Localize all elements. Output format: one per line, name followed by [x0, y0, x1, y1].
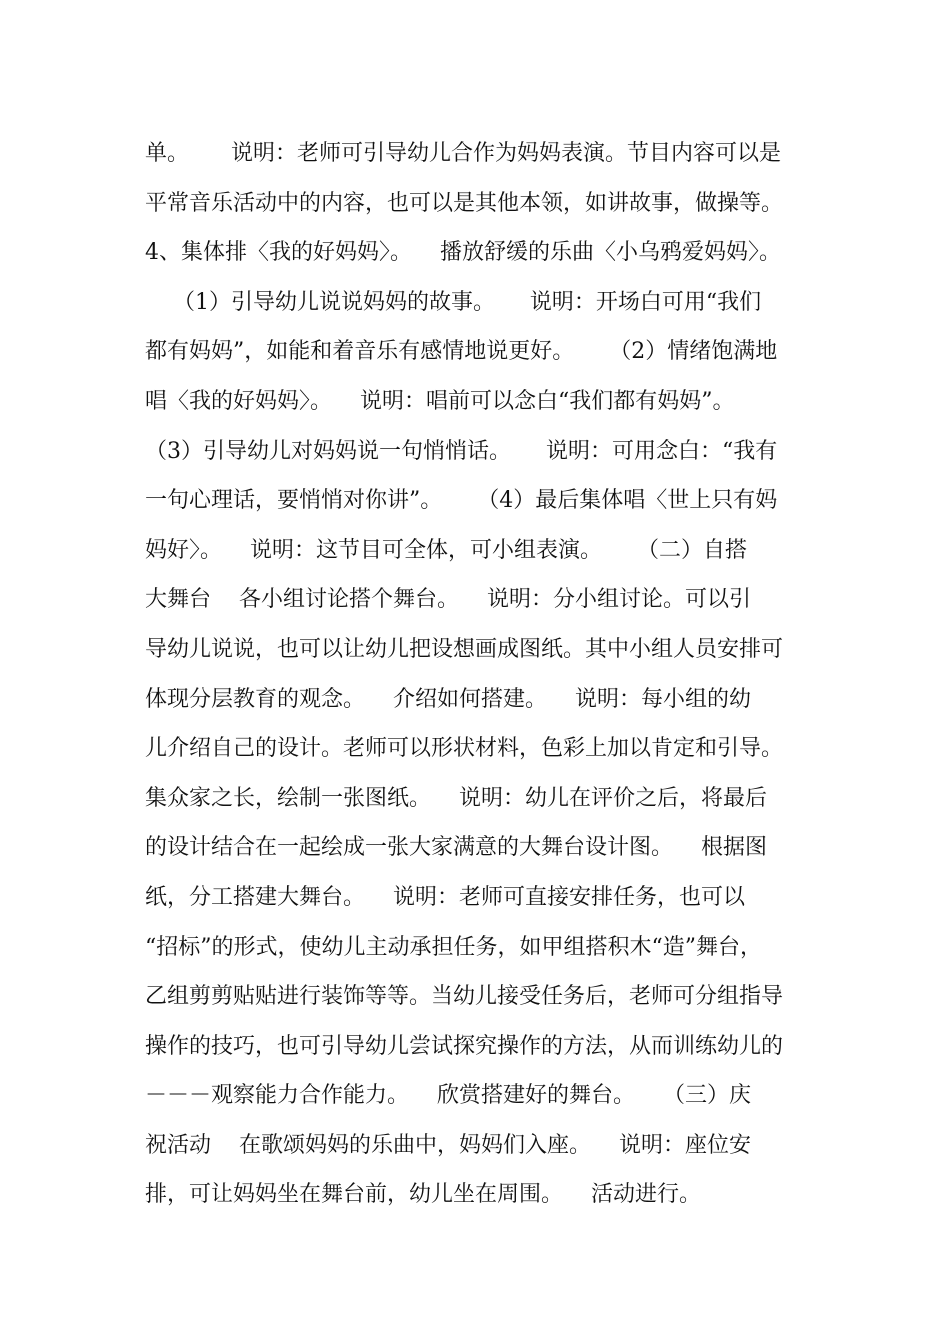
text-line: 的设计结合在一起绘成一张大家满意的大舞台设计图。 根据图 — [145, 835, 767, 861]
text-line: －－－观察能力合作能力。 欣赏搭建好的舞台。 （三）庆 — [145, 1083, 751, 1109]
text-line: “招标”的形式，使幼儿主动承担任务，如甲组搭积木“造”舞台， — [145, 934, 762, 960]
text-line: 平常音乐活动中的内容，也可以是其他本领，如讲故事，做操等。 — [145, 190, 784, 216]
text-line: （3）引导幼儿对妈妈说一句悄悄话。 说明：可用念白：“我有 — [145, 438, 778, 464]
text-line: 体现分层教育的观念。 介绍如何搭建。 说明：每小组的幼 — [145, 686, 751, 712]
text-line: 妈好〉。 说明：这节目可全体，可小组表演。 （二）自搭 — [145, 537, 747, 563]
text-line: 导幼儿说说，也可以让幼儿把设想画成图纸。其中小组人员安排可 — [145, 636, 784, 662]
text-line: 4、集体排〈我的好妈妈〉。 播放舒缓的乐曲〈小乌鸦爱妈妈〉。 — [145, 240, 781, 266]
text-line: 儿介绍自己的设计。老师可以形状材料，色彩上加以肯定和引导。 — [145, 736, 784, 762]
text-line: （1）引导幼儿说说妈妈的故事。 说明：开场白可用“我们 — [145, 289, 762, 315]
text-line: 纸，分工搭建大舞台。 说明：老师可直接安排任务，也可以 — [145, 884, 745, 910]
text-line: 操作的技巧，也可引导幼儿尝试探究操作的方法，从而训练幼儿的 — [145, 1033, 784, 1059]
text-line: 乙组剪剪贴贴进行装饰等等。当幼儿接受任务后，老师可分组指导 — [145, 984, 784, 1010]
text-line: 大舞台 各小组讨论搭个舞台。 说明：分小组讨论。可以引 — [145, 587, 751, 613]
text-line: 唱〈我的好妈妈〉。 说明：唱前可以念白“我们都有妈妈”。 — [145, 388, 735, 414]
text-line: 祝活动 在歌颂妈妈的乐曲中，妈妈们入座。 说明：座位安 — [145, 1132, 751, 1158]
text-line: 都有妈妈”，如能和着音乐有感情地说更好。 （2）情绪饱满地 — [145, 339, 778, 365]
text-line: 单。 说明：老师可引导幼儿合作为妈妈表演。节目内容可以是 — [145, 141, 781, 166]
body-text — [145, 129, 825, 1220]
text-line: 集众家之长，绘制一张图纸。 说明：幼儿在评价之后，将最后 — [145, 785, 767, 811]
text-line: 排，可让妈妈坐在舞台前，幼儿坐在周围。 活动进行。 — [145, 1182, 701, 1208]
text-line: 一句心理话，要悄悄对你讲”。 （4）最后集体唱〈世上只有妈 — [145, 488, 778, 514]
